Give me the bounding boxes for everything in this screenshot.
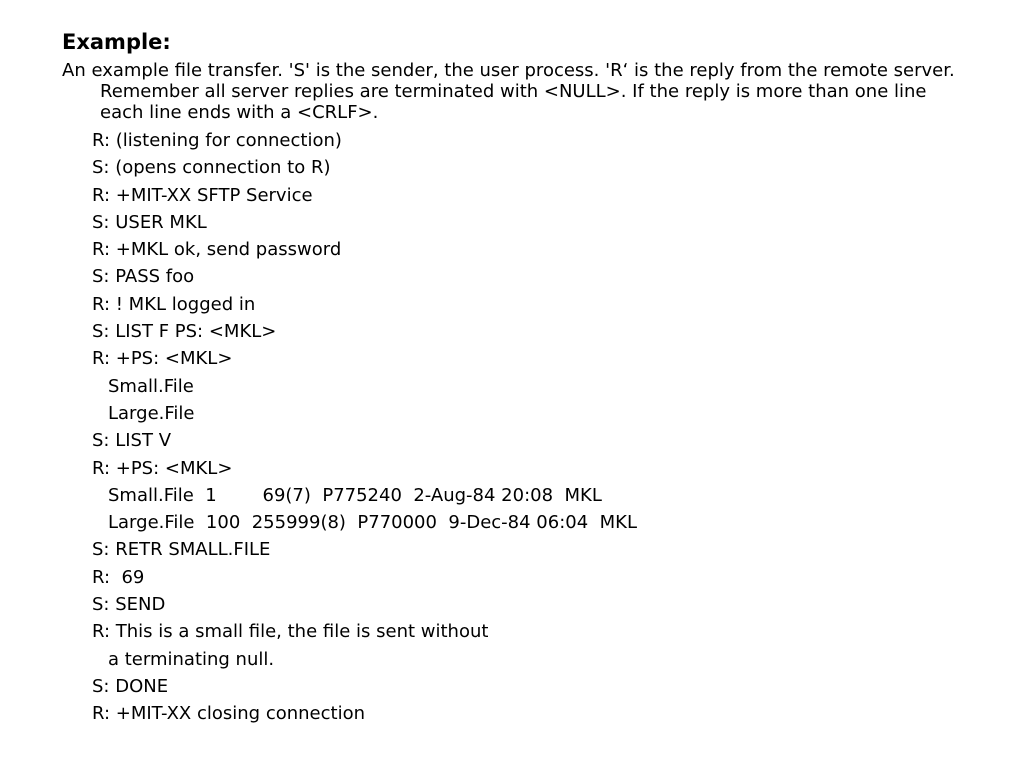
dialog-line: Large.File 100 255999(8) P770000 9-Dec-84 06:04 MKL xyxy=(108,512,637,534)
dialog-line: R: (listening for connection) xyxy=(92,130,342,151)
dialog-line: R: +PS: <MKL> xyxy=(92,457,233,479)
dialog-line: S: USER MKL xyxy=(92,211,207,233)
dialog-line: S: PASS foo xyxy=(92,266,195,288)
intro-text-line-3: each line ends with a <CRLF>. xyxy=(100,102,379,123)
intro-text-line-1: An example file transfer. 'S' is the sender, the user process. 'R‘ is the reply from the remote server. xyxy=(62,60,955,81)
dialog-line: R: This is a small file, the file is sent without xyxy=(92,621,489,643)
dialog-line: S: LIST F PS: <MKL> xyxy=(92,321,277,343)
protocol-dialog-list xyxy=(0,127,1024,728)
dialog-line: R: +MKL ok, send password xyxy=(92,239,342,261)
dialog-line: S: LIST V xyxy=(92,430,172,452)
dialog-line: a terminating null. xyxy=(108,648,275,670)
intro-text-line-2: Remember all server replies are terminated with <NULL>. If the reply is more than one line xyxy=(100,81,927,102)
dialog-line: Large.File xyxy=(108,402,195,424)
slide-title: Example: xyxy=(62,30,171,54)
dialog-line: R: +PS: <MKL> xyxy=(92,348,233,370)
dialog-line: R: ! MKL logged in xyxy=(92,293,256,315)
dialog-line: Small.File 1 69(7) P775240 2-Aug-84 20:08 MKL xyxy=(108,484,602,506)
dialog-line: S: DONE xyxy=(92,675,169,697)
dialog-line: R: +MIT-XX SFTP Service xyxy=(92,184,313,206)
dialog-line: S: (opens connection to R) xyxy=(92,157,331,179)
dialog-line: Small.File xyxy=(108,375,194,397)
dialog-line: S: SEND xyxy=(92,594,166,616)
dialog-line: R: +MIT-XX closing connection xyxy=(92,703,366,725)
dialog-line: S: RETR SMALL.FILE xyxy=(92,539,271,561)
dialog-line: R: 69 xyxy=(92,566,145,588)
